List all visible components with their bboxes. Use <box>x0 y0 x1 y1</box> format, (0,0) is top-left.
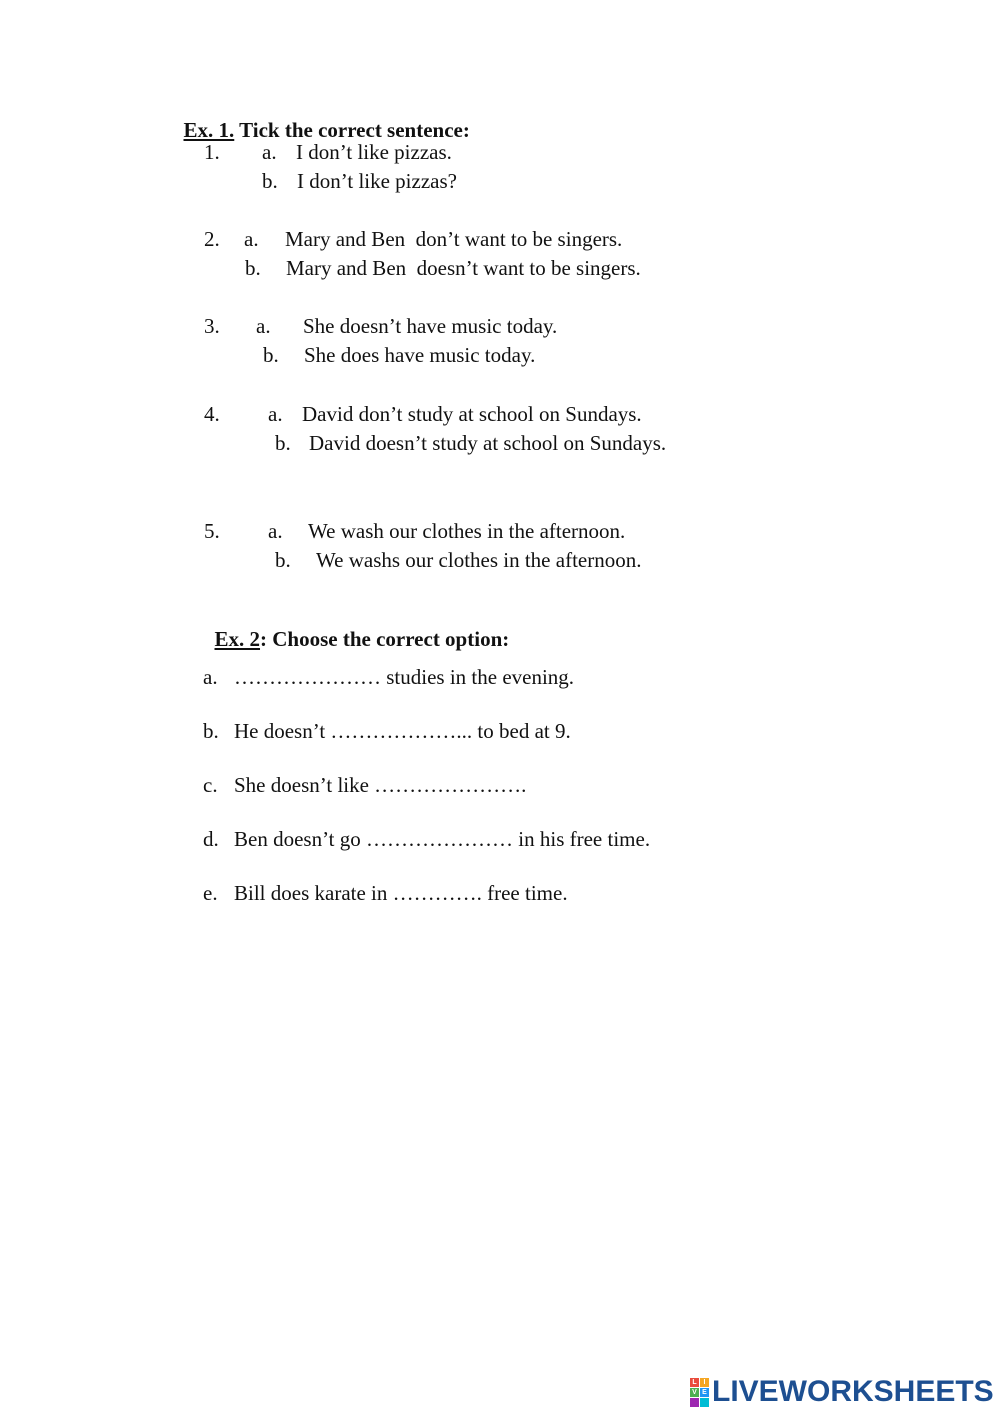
liveworksheets-logo-icon <box>690 1378 709 1407</box>
ex2-item-c-letter: c. <box>203 773 218 797</box>
ex1-item-1-a-text: I don’t like pizzas. <box>296 140 452 164</box>
ex2-heading <box>204 608 509 650</box>
ex1-label: Ex. 1. <box>183 118 235 142</box>
ex1-item-1-b-letter: b. <box>262 169 278 193</box>
ex1-item-2-number: 2. <box>204 227 220 251</box>
ex1-item-4-b-letter: b. <box>275 431 291 455</box>
logo-cell: E <box>700 1388 709 1397</box>
ex2-item-a-text: ………………… studies in the evening. <box>234 665 575 689</box>
ex1-item-1-b-text: I don’t like pizzas? <box>297 169 457 193</box>
liveworksheets-brand <box>690 1375 994 1409</box>
ex1-item-3-b-letter: b. <box>263 343 279 367</box>
ex2-item-c-text: She doesn’t like …………………. <box>234 773 527 797</box>
ex1-item-5-b-text: We washs our clothes in the afternoon. <box>316 548 642 572</box>
ex1-heading <box>173 99 470 141</box>
ex2-item-b-letter: b. <box>203 719 219 743</box>
ex2-item-e-text: Bill does karate in …………. free time. <box>234 881 568 905</box>
ex2-title: : Choose the correct option: <box>260 627 510 651</box>
logo-cell: L <box>690 1378 699 1387</box>
ex1-item-3-a-text: She doesn’t have music today. <box>303 314 558 338</box>
ex1-item-4-a-letter: a. <box>268 402 283 426</box>
ex1-title: Tick the correct sentence: <box>234 118 470 142</box>
ex1-item-3-number: 3. <box>204 314 220 338</box>
logo-cell <box>690 1398 699 1407</box>
ex1-item-1-a-letter: a. <box>262 140 277 164</box>
ex1-item-4-a-text: David don’t study at school on Sundays. <box>302 402 642 426</box>
ex1-item-4-b-text: David doesn’t study at school on Sundays. <box>309 431 667 455</box>
ex1-item-2-a-text: Mary and Ben don’t want to be singers. <box>285 227 623 251</box>
ex1-item-5-b-letter: b. <box>275 548 291 572</box>
ex1-item-2-b-text: Mary and Ben doesn’t want to be singers. <box>286 256 641 280</box>
ex2-item-d-text: Ben doesn’t go ………………… in his free time. <box>234 827 651 851</box>
ex2-item-d-letter: d. <box>203 827 219 851</box>
ex1-item-3-a-letter: a. <box>256 314 271 338</box>
brand-name: LIVEWORKSHEETS <box>712 1375 994 1408</box>
ex2-label: Ex. 2 <box>214 627 261 651</box>
ex1-item-5-a-text: We wash our clothes in the afternoon. <box>308 519 626 543</box>
ex1-item-1-number: 1. <box>204 140 220 164</box>
ex1-item-5-number: 5. <box>204 519 220 543</box>
ex1-item-3-b-text: She does have music today. <box>304 343 536 367</box>
ex2-item-e-letter: e. <box>203 881 218 905</box>
ex1-item-2-a-letter: a. <box>244 227 259 251</box>
logo-cell <box>700 1398 709 1407</box>
ex2-item-b-text: He doesn’t ………………... to bed at 9. <box>234 719 571 743</box>
ex2-item-a-letter: a. <box>203 665 218 689</box>
logo-cell: V <box>690 1388 699 1397</box>
ex1-item-5-a-letter: a. <box>268 519 283 543</box>
ex1-item-4-number: 4. <box>204 402 220 426</box>
logo-cell: I <box>700 1378 709 1387</box>
ex1-item-2-b-letter: b. <box>245 256 261 280</box>
